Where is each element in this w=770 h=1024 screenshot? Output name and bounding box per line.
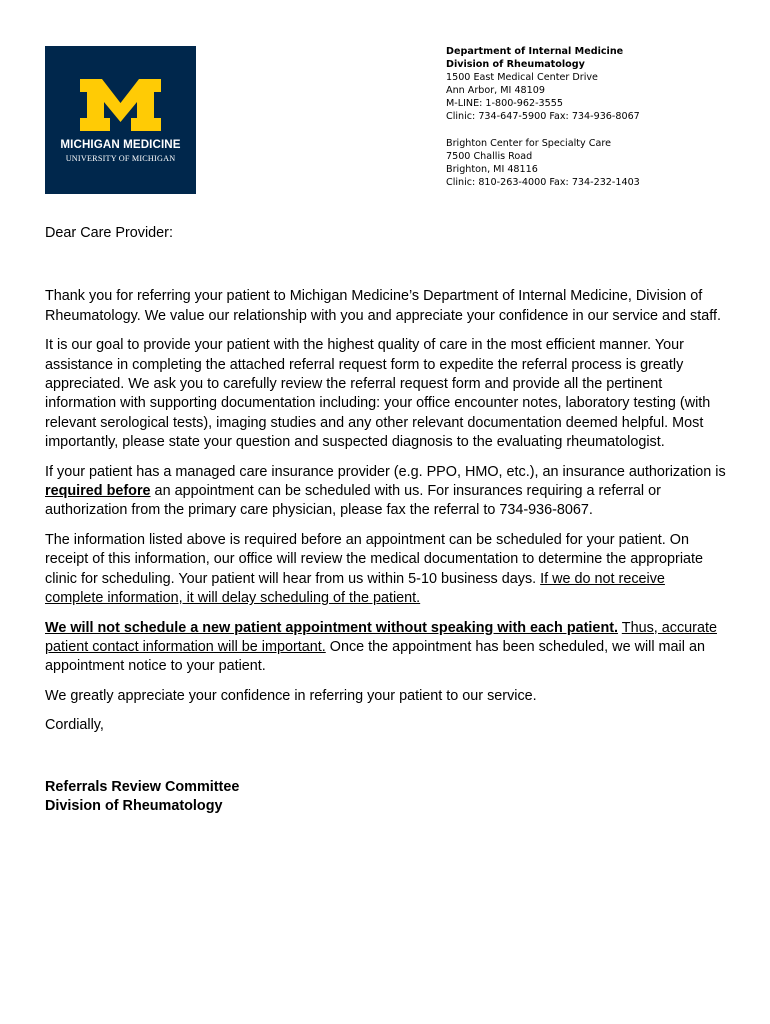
paragraph-appreciation: We greatly appreciate your confidence in referring your patient to our service. [45, 687, 537, 704]
logo-brand-sub: UNIVERSITY OF MICHIGAN [65, 154, 176, 163]
salutation: Dear Care Provider: [45, 225, 173, 241]
information-text: The information listed above is required before an appointment can be scheduled for your patient. On receipt of this information, our office will review the medical documentation to determine the appropriate clinic for scheduling. Your patient will hear from us within 5-10 business days. [45, 531, 704, 587]
paragraph-insurance [45, 463, 727, 521]
closing: Cordially, [45, 717, 104, 734]
logo-brand-name: MICHIGAN MEDICINE [60, 138, 181, 151]
insurance-text-cont: an appointment can be scheduled with us. For insurances requiring a referral or authorization from the primary care physician, please fax the referral to 734-936-8067. [45, 483, 661, 519]
scheduling-text: Once the appointment has been scheduled, we will mail an appointment notice to your patient. [45, 638, 705, 675]
division-name: Division of Rheumatology [446, 59, 585, 71]
required-before-emphasis: required before [45, 483, 151, 500]
insurance-text: If your patient has a managed care insurance provider (e.g. PPO, HMO, etc.), an insurance authorization is [45, 463, 726, 480]
paragraph-information [45, 531, 727, 609]
paragraph-goal: It is our goal to provide your patient with the highest quality of care in the most efficient manner. Your assistance in completing the attached referral request form to expedite the referral process is greatly appreciated. We ask you to carefully review the referral request form and provide all the pertinent information with supporting documentation including: your office encounter notes, laboratory testing (with relevant serological tests), imaging studies and any other relevant documentation deemed helpful. Most importantly, please state your question and suspected diagnosis to the evaluating rheumatologist. [45, 337, 711, 451]
clinic-phone: Clinic: 734-647-5900 Fax: 734-936-8067 [446, 111, 640, 123]
brighton-center-name: Brighton Center for Specialty Care [446, 137, 611, 149]
brighton-city: Brighton, MI 48116 [446, 163, 538, 175]
department-name: Department of Internal Medicine [446, 46, 624, 57]
michigan-medicine-logo [45, 46, 196, 194]
delay-warning: If we do not receive complete information, it will delay scheduling of the patient. [45, 570, 665, 607]
signature-division: Division of Rheumatology [45, 797, 223, 814]
paragraph-scheduling [45, 619, 727, 677]
mline-phone: M-LINE: 1-800-962-3555 [446, 98, 563, 110]
city-address: Ann Arbor, MI 48109 [446, 85, 545, 97]
brighton-street: 7500 Challis Road [446, 150, 533, 162]
signature-committee: Referrals Review Committee [45, 778, 240, 795]
contact-info-note: Thus, accurate patient contact information will be important. [45, 619, 717, 655]
brighton-clinic-phone: Clinic: 810-263-4000 Fax: 734-232-1403 [446, 176, 640, 188]
letter-body [45, 224, 727, 816]
block-m-icon [80, 79, 161, 131]
address-spacer [446, 124, 746, 137]
paragraph-thank-you: Thank you for referring your patient to Michigan Medicine’s Department of Internal Medicine, Division of Rheumatology. We value our relationship with you and appreciate your confidence in our service and staff. [45, 288, 721, 324]
no-schedule-warning: We will not schedule a new patient appointment without speaking with each patient. [45, 619, 619, 636]
street-address: 1500 East Medical Center Drive [446, 72, 598, 84]
address-block [446, 45, 746, 189]
